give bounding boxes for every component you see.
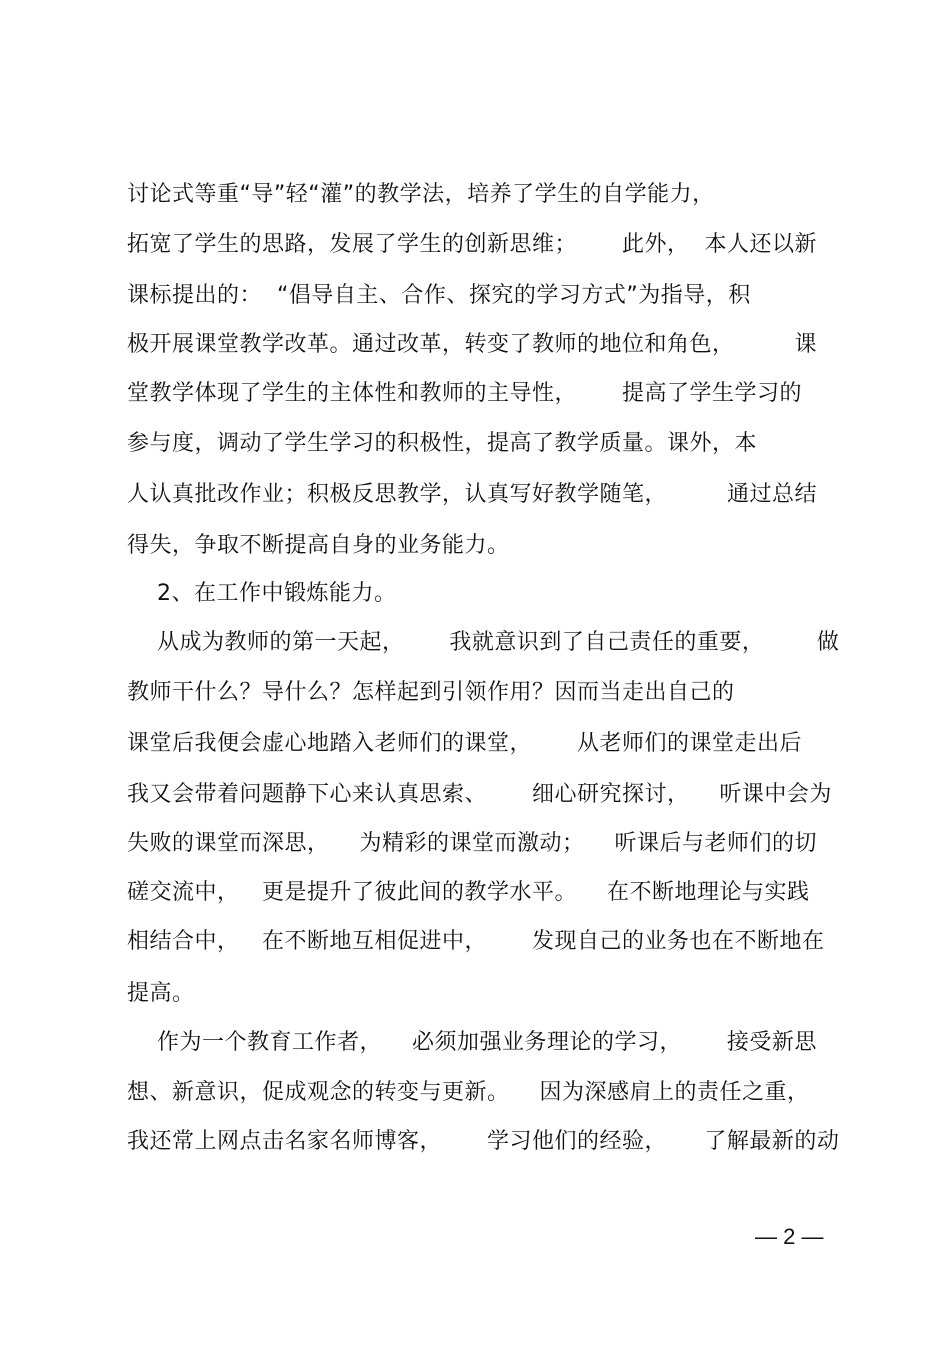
body-text-line: 得失，争取不断提高自身的业务能力。 <box>127 533 510 558</box>
body-text-line: 从成为教师的第一天起， 我就意识到了自己责任的重要， 做 <box>127 630 840 655</box>
body-text-line: 想、新意识，促成观念的转变与更新。 因为深感肩上的责任之重， <box>127 1080 810 1105</box>
body-text-line: 教师干什么？导什么？怎样起到引领作用？因而当走出自己的 <box>127 680 735 705</box>
body-text-line: 我又会带着问题静下心来认真思索、 细心研究探讨， 听课中会为 <box>127 782 832 807</box>
body-text-line: 磋交流中， 更是提升了彼此间的教学水平。 在不断地理论与实践 <box>127 880 810 905</box>
body-text-line: 参与度，调动了学生学习的积极性，提高了教学质量。课外，本 <box>127 431 758 456</box>
body-text-line: 作为一个教育工作者， 必须加强业务理论的学习， 接受新思 <box>127 1030 817 1055</box>
body-text-line: 课堂后我便会虚心地踏入老师们的课堂， 从老师们的课堂走出后 <box>127 731 802 756</box>
body-text-line: 人认真批改作业；积极反思教学，认真写好教学随笔， 通过总结 <box>127 482 817 507</box>
section-heading: 2、在工作中锻炼能力。 <box>127 581 397 606</box>
body-text-line: 失败的课堂而深思， 为精彩的课堂而激动； 听课后与老师们的切 <box>127 831 817 856</box>
body-text-line: 极开展课堂教学改革。通过改革，转变了教师的地位和角色， 课 <box>127 332 817 357</box>
body-text-line: 我还常上网点击名家名师博客， 学习他们的经验， 了解最新的动 <box>127 1129 840 1154</box>
body-text-line: 相结合中， 在不断地互相促进中， 发现自己的业务也在不断地在 <box>127 929 825 954</box>
page-number: — 2 — <box>755 1224 824 1249</box>
body-text-line: 拓宽了学生的思路，发展了学生的创新思维； 此外， 本人还以新 <box>127 232 817 257</box>
body-text-line: 讨论式等重“导”轻“灌”的教学法，培养了学生的自学能力， <box>127 182 715 207</box>
body-text-line: 课标提出的： “倡导自主、合作、探究的学习方式”为指导，积 <box>127 283 751 308</box>
body-text-line: 堂教学体现了学生的主体性和教师的主导性， 提高了学生学习的 <box>127 381 802 406</box>
body-text-line: 提高。 <box>127 981 195 1006</box>
